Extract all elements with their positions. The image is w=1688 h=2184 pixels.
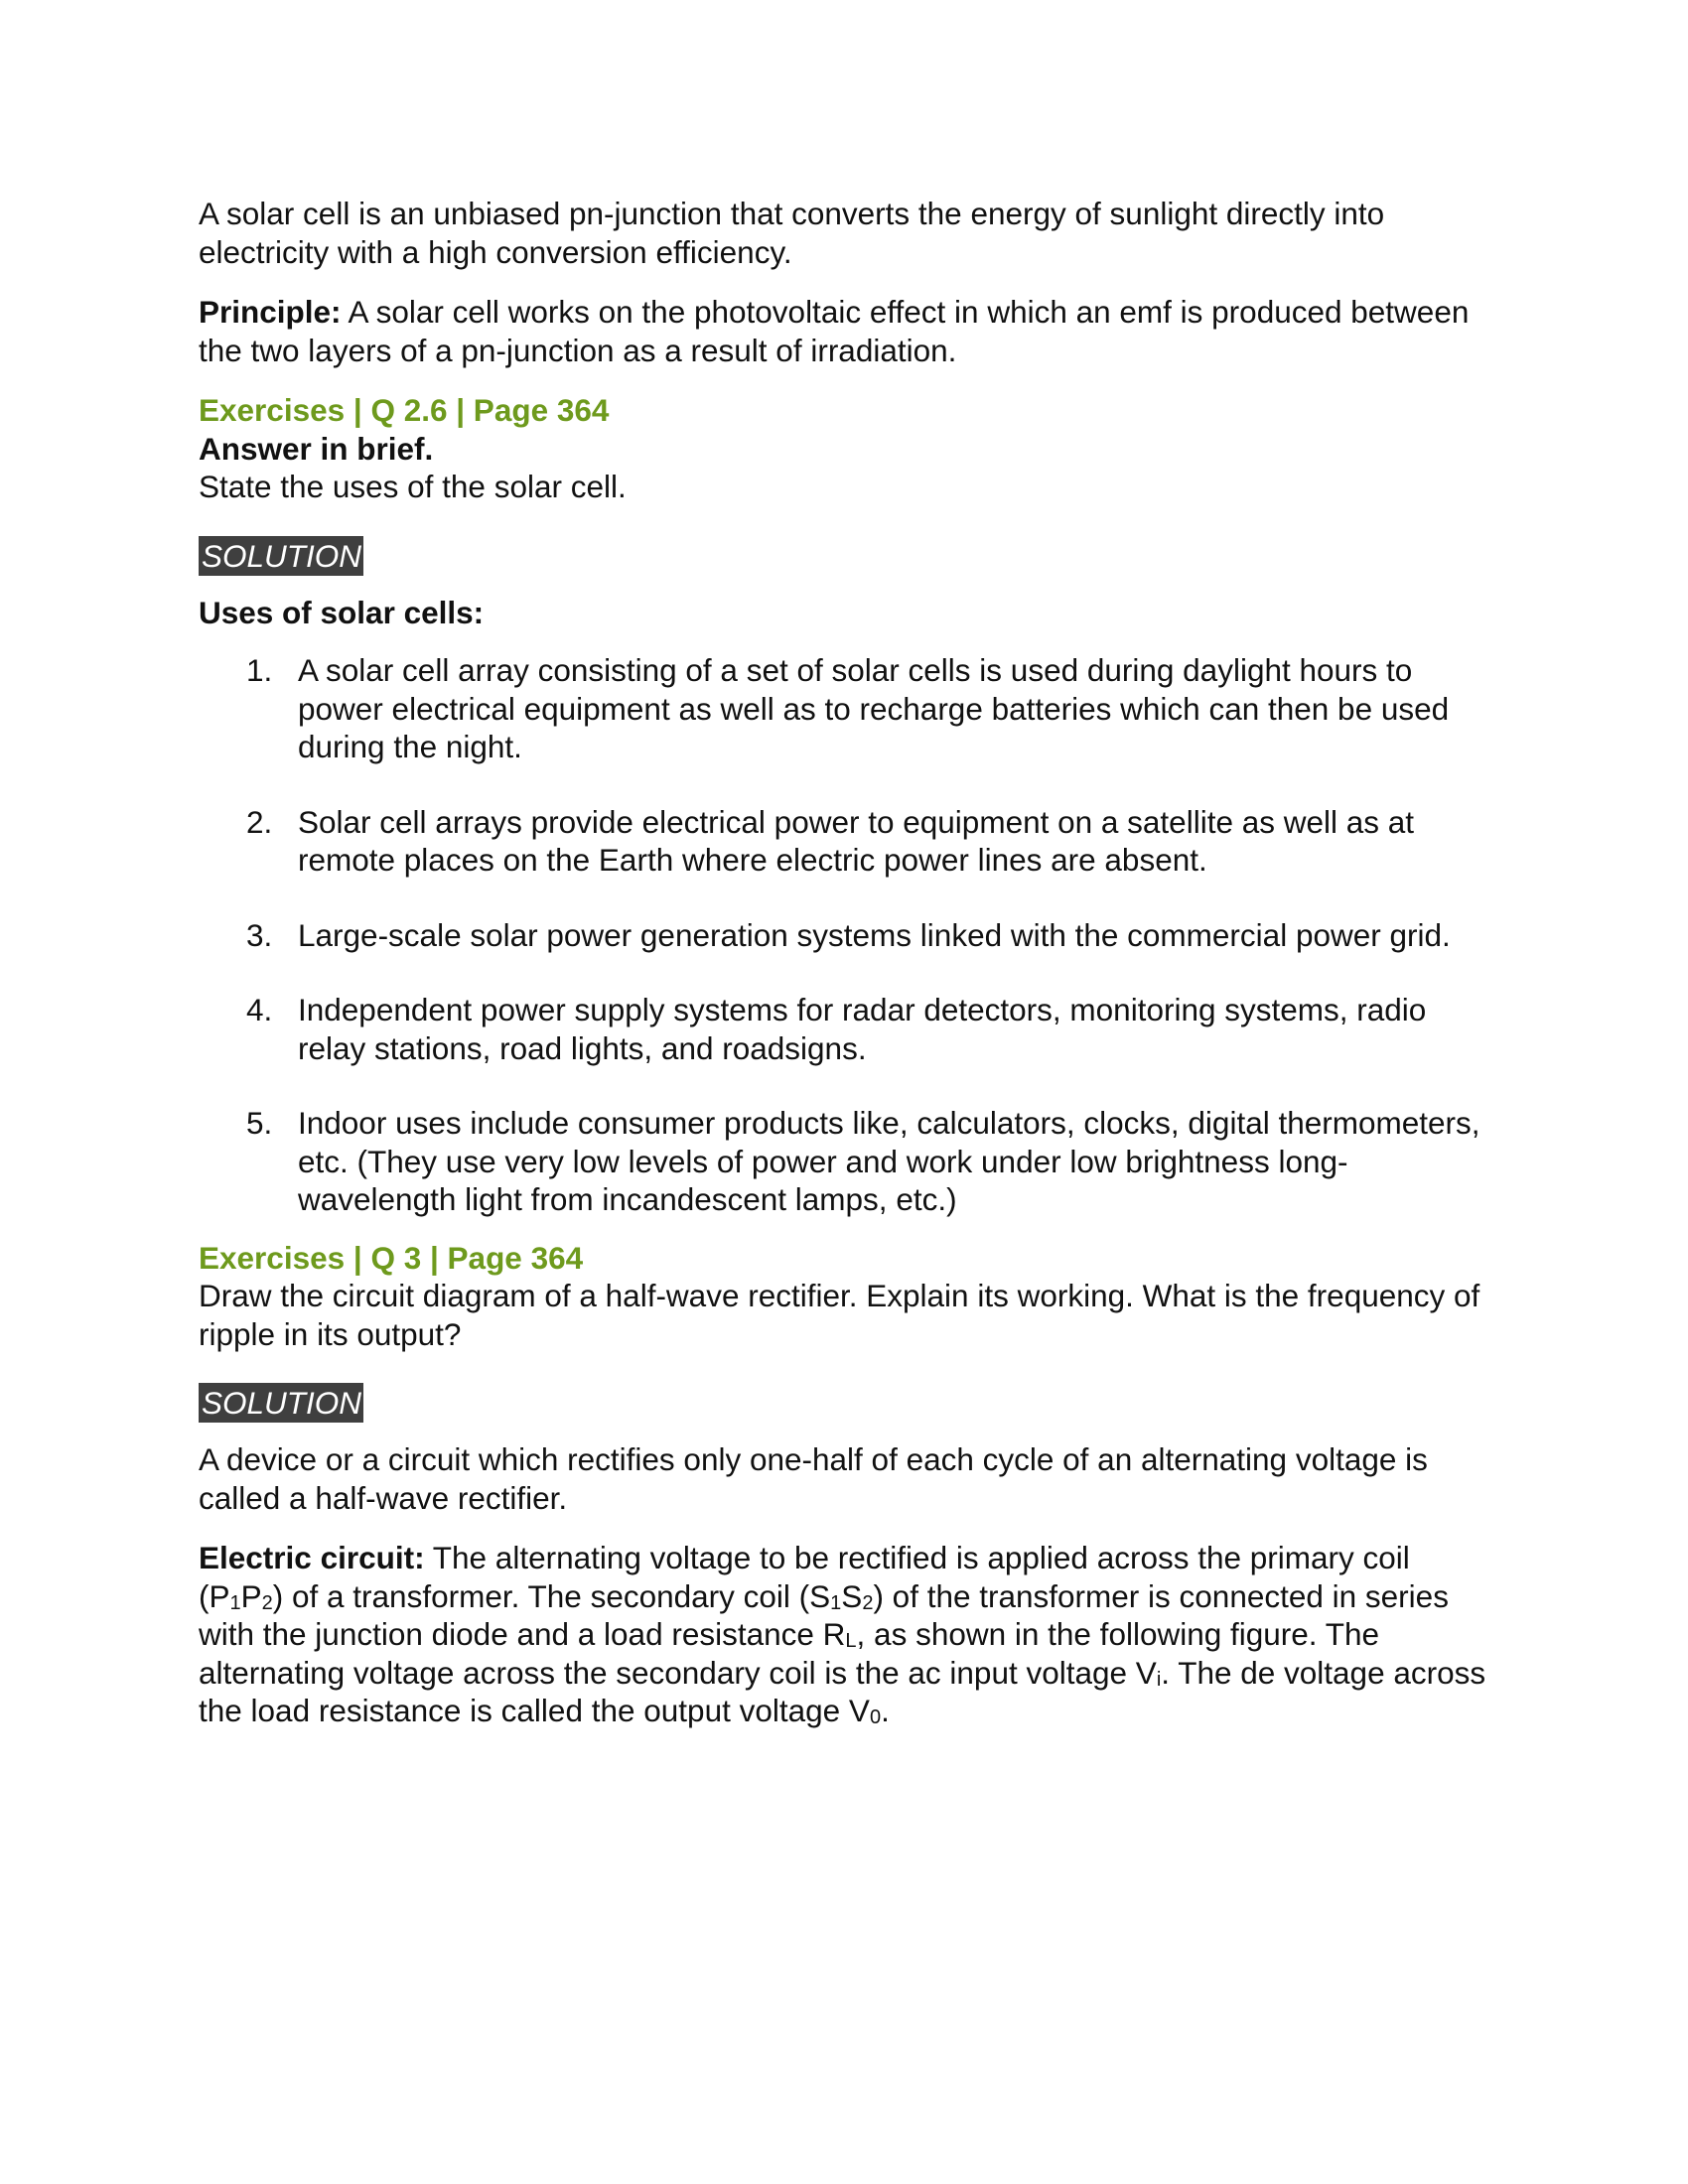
list-item (199, 1104, 1489, 1219)
subscript: 1 (830, 1591, 842, 1614)
exercise-heading-q3: Exercises | Q 3 | Page 364 (199, 1239, 584, 1276)
instruction-text: Answer in brief. (199, 430, 434, 467)
circuit-text: S (841, 1577, 863, 1614)
circuit-text: The alternating voltage to be rectified is applied across the primary coil (P (199, 1540, 1410, 1614)
list-item-number: 3. (246, 916, 273, 953)
list-item-number: 5. (246, 1105, 273, 1141)
question-q3: Draw the circuit diagram of a half-wave rectifier. Explain its working. What is the frequency of ripple in its output? (199, 1278, 1480, 1352)
subscript: 1 (229, 1591, 241, 1614)
subscript: L (845, 1630, 857, 1652)
list-item-text: Solar cell arrays provide electrical power to equipment on a satellite as well as at remote places on the Earth where electric power lines are absent. (298, 803, 1415, 878)
circuit-text: . (881, 1693, 890, 1728)
circuit-text: P (240, 1577, 262, 1614)
subscript: 0 (869, 1706, 882, 1728)
circuit-text: ) of a transformer. The secondary coil (S (272, 1577, 831, 1614)
definition-paragraph: A device or a circuit which rectifies only one-half of each cycle of an alternating voltage is called a half-wave rectifier. (199, 1441, 1428, 1516)
principle-text: A solar cell works on the photovoltaic effect in which an emf is produced between the two layers of a pn-junction as a result of irradiation. (199, 294, 1470, 368)
circuit-text: , as shown in the following figure. The alternating voltage across the secondary coil is the ac input voltage V (199, 1616, 1380, 1691)
list-item (199, 651, 1489, 766)
subscript: i (1156, 1668, 1162, 1691)
list-item-text: Large-scale solar power generation systems linked with the commercial power grid. (298, 916, 1451, 953)
circuit-text: . The de voltage across the load resistance is called the output voltage V (199, 1654, 1486, 1728)
list-item (199, 916, 1489, 955)
list-item-text: A solar cell array consisting of a set of solar cells is used during daylight hours to power electrical equipment as well as to recharge batteries which can then be used during the night. (298, 652, 1450, 764)
list-item-text: Independent power supply systems for radar detectors, monitoring systems, radio relay stations, road lights, and roadsigns. (298, 992, 1427, 1066)
document-page (199, 195, 1489, 1752)
circuit-label: Electric circuit: (199, 1540, 425, 1575)
list-item-number: 4. (246, 992, 273, 1027)
principle-label: Principle: (199, 294, 342, 330)
circuit-text: ) of the transformer is connected in series with the junction diode and a load resistance R (199, 1577, 1449, 1652)
circuit-paragraph (199, 1539, 1489, 1730)
subscript: 2 (261, 1591, 273, 1614)
subscript: 2 (862, 1591, 874, 1614)
principle-paragraph (199, 293, 1489, 369)
uses-list (199, 651, 1489, 1219)
solution-label: SOLUTION (199, 536, 363, 576)
list-item-number: 1. (246, 652, 273, 688)
list-item-text: Indoor uses include consumer products like, calculators, clocks, digital thermometers, etc. (They use very low levels of power and work under low brightness long-wavelength light from incandescent lamps, etc.) (298, 1105, 1480, 1217)
list-item (199, 991, 1489, 1067)
question-q2-6: State the uses of the solar cell. (199, 469, 627, 504)
solution-label: SOLUTION (199, 1383, 363, 1423)
uses-heading: Uses of solar cells: (199, 594, 485, 630)
intro-paragraph: A solar cell is an unbiased pn-junction that converts the energy of sunlight directly into electricity with a high conversion efficiency. (199, 196, 1385, 270)
exercise-heading-q2-6: Exercises | Q 2.6 | Page 364 (199, 392, 610, 428)
list-item-number: 2. (246, 803, 273, 840)
list-item (199, 803, 1489, 880)
